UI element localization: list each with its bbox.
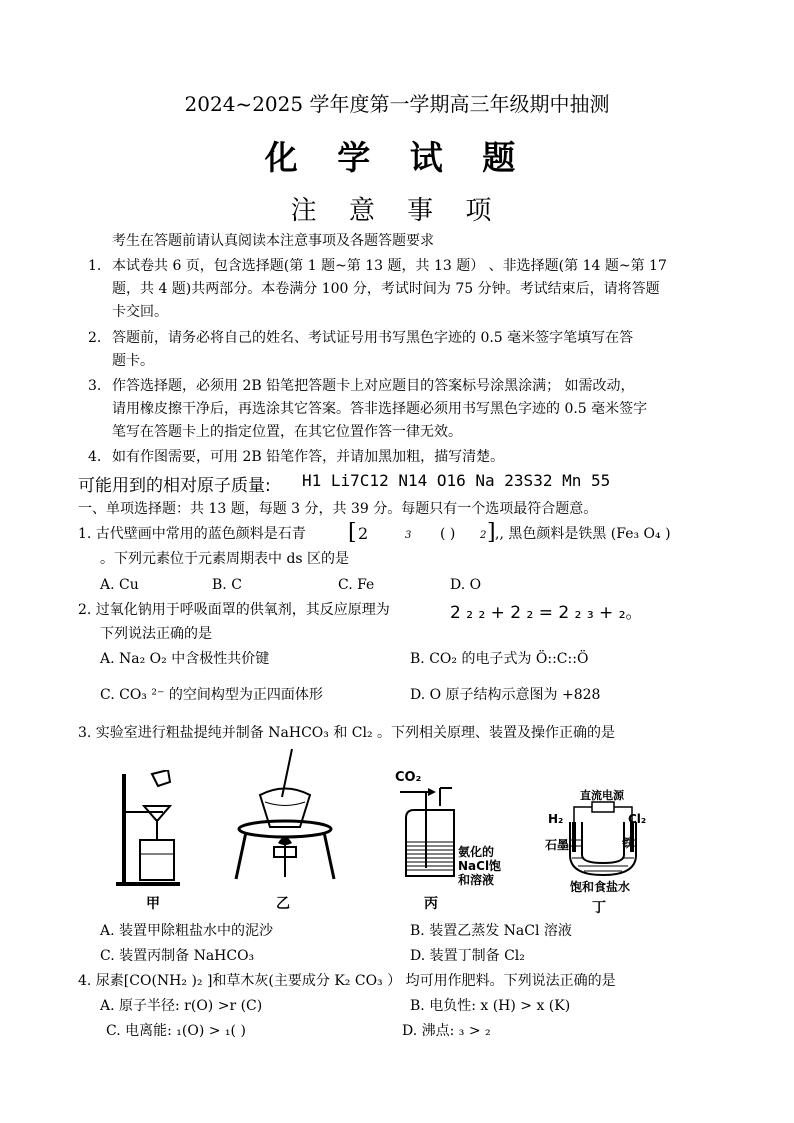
option-c[interactable]: C. CO₃ ²⁻ 的空间构型为正四面体形 [100, 687, 323, 703]
formula-fragment: 2 [358, 524, 369, 543]
notice-item-line: 答题前，请务必将自己的姓名、考试证号用书写黑色字迹的 0.5 毫米签字笔填写在答 [112, 330, 634, 346]
apparatus-bing-label: 丙 [424, 896, 438, 912]
notice-item-line: 如有作图需要，可用 2B 铅笔作答，并请加黑加粗，描写清楚。 [112, 449, 505, 465]
notice-item-num: 3. [88, 378, 102, 394]
notice-title: 注 意 事 项 [290, 196, 504, 226]
option-b[interactable]: B. C [212, 577, 242, 593]
notice-item-line: 题卡。 [112, 353, 154, 369]
formula-subscript: 2 [480, 530, 487, 541]
notice-item-num: 1. [88, 258, 102, 274]
question-3-stem: 3. 实验室进行粗盐提纯并制备 NaHCO₃ 和 Cl₂ 。下列相关原理、装置及操作正确的是 [78, 725, 616, 741]
option-d[interactable]: D. 装置丁制备 Cl₂ [410, 948, 525, 964]
formula-fragment: ( ) [440, 526, 456, 542]
apparatus-ding-label: 丁 [592, 900, 606, 916]
option-a[interactable]: A. 装置甲除粗盐水中的泥沙 [100, 923, 274, 939]
apparatus-yi-figure [230, 747, 340, 887]
question-stem: 2. 过氧化钠用于呼吸面罩的供氧剂，其反应原理为 [78, 602, 390, 618]
notice-item-line: 请用橡皮擦干净后，再选涂其它答案。答非选择题必须用书写黑色字迹的 0.5 毫米签字 [112, 401, 648, 417]
option-c[interactable]: C. 电离能: ₁(O) > ₁( ) [106, 1023, 246, 1039]
option-d[interactable]: D. O 原子结构示意图为 +828 [410, 687, 601, 703]
option-a[interactable]: A. 原子半径: r(O) >r (C) [100, 998, 263, 1014]
ding-iron-label: 铁 [622, 836, 635, 850]
notice-item-line: 本试卷共 6 页，包含选择题(第 1 题~第 13 题，共 13 题） 、非选择题(第 14 题~第 17 [112, 258, 667, 274]
ding-brine-label: 饱和食盐水 [570, 880, 631, 894]
apparatus-jia-figure [108, 770, 188, 888]
apparatus-yi-label: 乙 [276, 896, 290, 912]
ding-graphite-label: 石墨 [545, 838, 570, 852]
atomic-mass-values: H1 Li7C12 N14 O16 Na 23S32 Mn 55 [302, 471, 611, 490]
option-b[interactable]: B. 电负性: x (H) > x (K) [410, 998, 571, 1014]
section-heading: 一、单项选择题：共 13 题，每题 3 分，共 39 分。每题只有一个选项最符合题意。 [78, 501, 598, 517]
notice-intro: 考生在答题前请认真阅读本注意事项及各题答题要求 [112, 233, 434, 249]
option-c[interactable]: C. Fe [338, 577, 375, 593]
formula-subscript: 3 [405, 530, 412, 541]
bing-solution-label: 氨化的 NaCl饱 和溶液 [458, 845, 502, 887]
option-a[interactable]: A. Na₂ O₂ 中含极性共价键 [100, 651, 270, 667]
notice-item-num: 2. [88, 330, 102, 346]
bracket-right: ] [487, 520, 496, 545]
question-stem: 。下列元素位于元素周期表中 ds 区的是 [100, 551, 350, 567]
notice-item-line: 笔写在答题卡上的指定位置，在其它位置作答一律无效。 [112, 424, 462, 440]
ding-cl2-label: Cl₂ [628, 812, 647, 826]
question-4-stem: 4. 尿素[CO(NH₂ )₂ ]和草木灰(主要成分 K₂ CO₃ ） 均可用作肥料。下列说法正确的是 [78, 973, 616, 989]
subject-title: 化 学 试 题 [264, 138, 530, 177]
option-d[interactable]: D. 沸点: ₃ > ₂ [402, 1023, 491, 1039]
option-b[interactable]: B. CO₂ 的电子式为 Ö::C::Ö [410, 651, 589, 667]
notice-item-line: 题，共 4 题)共两部分。本卷满分 100 分，考试时间为 75 分钟。考试结束后，请将答题 [112, 281, 660, 297]
question-stem: 下列说法正确的是 [100, 626, 212, 642]
notice-item-line: 卡交回。 [112, 304, 168, 320]
atomic-mass-label: 可能用到的相对原子质量: [78, 476, 271, 496]
question-stem: 1. 古代壁画中常用的蓝色颜料是石青 [78, 526, 306, 542]
apparatus-jia-label: 甲 [146, 896, 160, 912]
option-d[interactable]: D. O [450, 577, 482, 593]
bracket-left: [ [348, 520, 357, 545]
notice-item-line: 作答选择题，必须用 2B 铅笔把答题卡上对应题目的答案标号涂黑涂满； 如需改动， [112, 378, 635, 394]
notice-item-num: 4. [88, 449, 102, 465]
ding-h2-label: H₂ [548, 812, 564, 826]
option-a[interactable]: A. Cu [100, 577, 139, 593]
question-stem: ,, 黑色颜料是铁黑 (Fe₃ O₄ ) [495, 526, 671, 542]
exam-title: 2024~2025 学年度第一学期高三年级期中抽测 [184, 92, 610, 116]
option-c[interactable]: C. 装置丙制备 NaHCO₃ [100, 948, 255, 964]
co2-label: CO₂ [395, 770, 422, 785]
reaction-equation: 2 ₂ ₂ + 2 ₂ = 2 ₂ ₃ + ₂。 [450, 603, 643, 623]
option-b[interactable]: B. 装置乙蒸发 NaCl 溶液 [410, 923, 572, 939]
ding-power-label: 直流电源 [580, 789, 624, 802]
